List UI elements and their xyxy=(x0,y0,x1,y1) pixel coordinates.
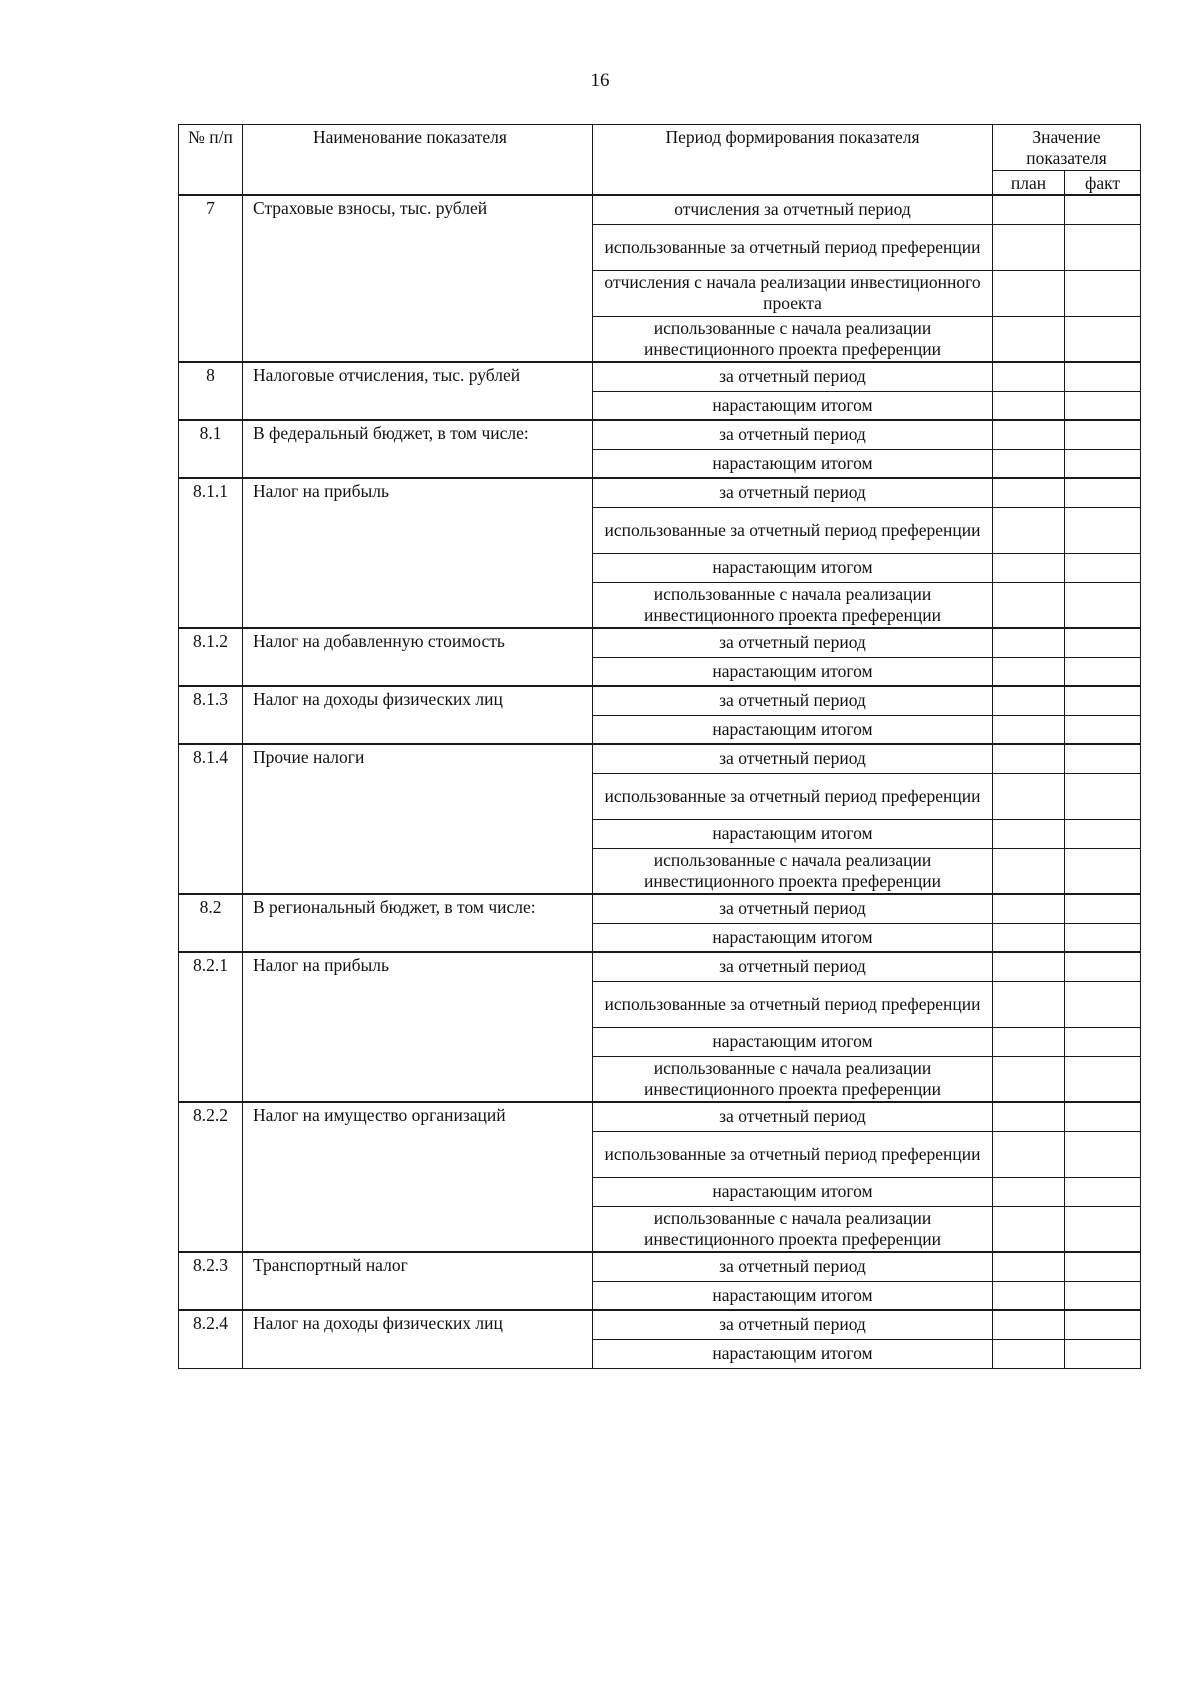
plan-value-cell xyxy=(993,744,1065,773)
table-row xyxy=(179,1102,1141,1131)
fact-value-cell xyxy=(1065,362,1141,391)
fact-value-cell xyxy=(1065,1102,1141,1131)
table-row xyxy=(179,952,1141,981)
indicator-name: Налог на имущество организаций xyxy=(243,1102,593,1252)
row-number: 8.2.1 xyxy=(179,952,243,1102)
plan-value-cell xyxy=(993,1281,1065,1310)
fact-value-cell xyxy=(1065,686,1141,715)
period-cell: отчисления за отчетный период xyxy=(593,195,993,224)
fact-value-cell xyxy=(1065,628,1141,657)
fact-value-cell xyxy=(1065,715,1141,744)
plan-value-cell xyxy=(993,316,1065,362)
period-cell: за отчетный период xyxy=(593,952,993,981)
fact-value-cell xyxy=(1065,1131,1141,1177)
period-cell: за отчетный период xyxy=(593,628,993,657)
fact-value-cell xyxy=(1065,773,1141,819)
period-cell: за отчетный период xyxy=(593,744,993,773)
fact-value-cell xyxy=(1065,420,1141,449)
indicator-name: Транспортный налог xyxy=(243,1252,593,1310)
period-cell: использованные за отчетный период преференции xyxy=(593,507,993,553)
fact-value-cell xyxy=(1065,270,1141,316)
fact-value-cell xyxy=(1065,1339,1141,1368)
period-cell: нарастающим итогом xyxy=(593,819,993,848)
period-cell: нарастающим итогом xyxy=(593,1027,993,1056)
plan-value-cell xyxy=(993,715,1065,744)
row-number: 8.1.3 xyxy=(179,686,243,744)
indicator-name: Прочие налоги xyxy=(243,744,593,894)
period-cell: за отчетный период xyxy=(593,420,993,449)
period-cell: нарастающим итогом xyxy=(593,449,993,478)
row-number: 8.1 xyxy=(179,420,243,478)
indicators-table xyxy=(178,124,1141,1369)
table-row xyxy=(179,686,1141,715)
period-cell: нарастающим итогом xyxy=(593,1339,993,1368)
plan-value-cell xyxy=(993,686,1065,715)
table-row xyxy=(179,420,1141,449)
row-number: 8.2.4 xyxy=(179,1310,243,1368)
row-number: 8.1.4 xyxy=(179,744,243,894)
indicator-name: Налоговые отчисления, тыс. рублей xyxy=(243,362,593,420)
fact-value-cell xyxy=(1065,894,1141,923)
table-row xyxy=(179,894,1141,923)
period-cell: нарастающим итогом xyxy=(593,657,993,686)
indicator-name: В федеральный бюджет, в том числе: xyxy=(243,420,593,478)
fact-value-cell xyxy=(1065,848,1141,894)
plan-value-cell xyxy=(993,1310,1065,1339)
period-cell: нарастающим итогом xyxy=(593,715,993,744)
fact-value-cell xyxy=(1065,657,1141,686)
plan-value-cell xyxy=(993,362,1065,391)
fact-value-cell xyxy=(1065,1056,1141,1102)
plan-value-cell xyxy=(993,553,1065,582)
fact-value-cell xyxy=(1065,1281,1141,1310)
fact-value-cell xyxy=(1065,507,1141,553)
row-number: 8.2 xyxy=(179,894,243,952)
fact-value-cell xyxy=(1065,1252,1141,1281)
fact-value-cell xyxy=(1065,744,1141,773)
fact-value-cell xyxy=(1065,582,1141,628)
plan-value-cell xyxy=(993,270,1065,316)
plan-value-cell xyxy=(993,657,1065,686)
period-cell: использованные с начала реализации инвестиционного проекта преференции xyxy=(593,582,993,628)
plan-value-cell xyxy=(993,923,1065,952)
fact-value-cell xyxy=(1065,952,1141,981)
indicator-name: Налог на прибыль xyxy=(243,478,593,628)
indicator-name: Налог на добавленную стоимость xyxy=(243,628,593,686)
plan-value-cell xyxy=(993,1056,1065,1102)
fact-value-cell xyxy=(1065,553,1141,582)
header-fact: факт xyxy=(1065,171,1141,196)
fact-value-cell xyxy=(1065,1027,1141,1056)
header-name: Наименование показателя xyxy=(243,125,593,196)
indicator-name: В региональный бюджет, в том числе: xyxy=(243,894,593,952)
table-body xyxy=(179,195,1141,1368)
table-header xyxy=(179,125,1141,196)
indicator-name: Налог на прибыль xyxy=(243,952,593,1102)
page-number: 16 xyxy=(590,70,610,91)
fact-value-cell xyxy=(1065,195,1141,224)
fact-value-cell xyxy=(1065,1206,1141,1252)
period-cell: за отчетный период xyxy=(593,1252,993,1281)
fact-value-cell xyxy=(1065,923,1141,952)
indicator-name: Страховые взносы, тыс. рублей xyxy=(243,195,593,362)
header-period: Период формирования показателя xyxy=(593,125,993,196)
period-cell: за отчетный период xyxy=(593,1310,993,1339)
plan-value-cell xyxy=(993,1206,1065,1252)
plan-value-cell xyxy=(993,1131,1065,1177)
indicator-name: Налог на доходы физических лиц xyxy=(243,686,593,744)
plan-value-cell xyxy=(993,952,1065,981)
table-row xyxy=(179,362,1141,391)
plan-value-cell xyxy=(993,391,1065,420)
period-cell: использованные за отчетный период преференции xyxy=(593,981,993,1027)
plan-value-cell xyxy=(993,449,1065,478)
period-cell: нарастающим итогом xyxy=(593,1281,993,1310)
plan-value-cell xyxy=(993,478,1065,507)
period-cell: за отчетный период xyxy=(593,894,993,923)
fact-value-cell xyxy=(1065,391,1141,420)
header-plan: план xyxy=(993,171,1065,196)
plan-value-cell xyxy=(993,1027,1065,1056)
row-number: 8 xyxy=(179,362,243,420)
period-cell: отчисления с начала реализации инвестиционного проекта xyxy=(593,270,993,316)
period-cell: использованные с начала реализации инвестиционного проекта преференции xyxy=(593,316,993,362)
header-num: № п/п xyxy=(179,125,243,196)
table-row xyxy=(179,1310,1141,1339)
plan-value-cell xyxy=(993,848,1065,894)
row-number: 8.2.2 xyxy=(179,1102,243,1252)
period-cell: использованные за отчетный период преференции xyxy=(593,1131,993,1177)
fact-value-cell xyxy=(1065,224,1141,270)
plan-value-cell xyxy=(993,420,1065,449)
plan-value-cell xyxy=(993,1252,1065,1281)
period-cell: использованные с начала реализации инвестиционного проекта преференции xyxy=(593,848,993,894)
plan-value-cell xyxy=(993,1339,1065,1368)
fact-value-cell xyxy=(1065,819,1141,848)
period-cell: за отчетный период xyxy=(593,362,993,391)
row-number: 8.2.3 xyxy=(179,1252,243,1310)
period-cell: за отчетный период xyxy=(593,1102,993,1131)
row-number: 8.1.1 xyxy=(179,478,243,628)
plan-value-cell xyxy=(993,981,1065,1027)
period-cell: использованные с начала реализации инвестиционного проекта преференции xyxy=(593,1056,993,1102)
period-cell: использованные с начала реализации инвестиционного проекта преференции xyxy=(593,1206,993,1252)
plan-value-cell xyxy=(993,1102,1065,1131)
plan-value-cell xyxy=(993,582,1065,628)
fact-value-cell xyxy=(1065,316,1141,362)
plan-value-cell xyxy=(993,628,1065,657)
period-cell: нарастающим итогом xyxy=(593,1177,993,1206)
table-row xyxy=(179,628,1141,657)
period-cell: использованные за отчетный период преференции xyxy=(593,224,993,270)
period-cell: за отчетный период xyxy=(593,686,993,715)
plan-value-cell xyxy=(993,819,1065,848)
plan-value-cell xyxy=(993,195,1065,224)
period-cell: нарастающим итогом xyxy=(593,553,993,582)
table-row xyxy=(179,478,1141,507)
plan-value-cell xyxy=(993,894,1065,923)
period-cell: нарастающим итогом xyxy=(593,391,993,420)
fact-value-cell xyxy=(1065,1310,1141,1339)
plan-value-cell xyxy=(993,507,1065,553)
row-number: 8.1.2 xyxy=(179,628,243,686)
fact-value-cell xyxy=(1065,1177,1141,1206)
fact-value-cell xyxy=(1065,478,1141,507)
period-cell: использованные за отчетный период преференции xyxy=(593,773,993,819)
row-number: 7 xyxy=(179,195,243,362)
table-row xyxy=(179,744,1141,773)
fact-value-cell xyxy=(1065,449,1141,478)
plan-value-cell xyxy=(993,224,1065,270)
fact-value-cell xyxy=(1065,981,1141,1027)
period-cell: за отчетный период xyxy=(593,478,993,507)
period-cell: нарастающим итогом xyxy=(593,923,993,952)
header-value: Значение показателя xyxy=(993,125,1141,171)
indicator-name: Налог на доходы физических лиц xyxy=(243,1310,593,1368)
plan-value-cell xyxy=(993,1177,1065,1206)
plan-value-cell xyxy=(993,773,1065,819)
table-row xyxy=(179,1252,1141,1281)
table-row xyxy=(179,195,1141,224)
